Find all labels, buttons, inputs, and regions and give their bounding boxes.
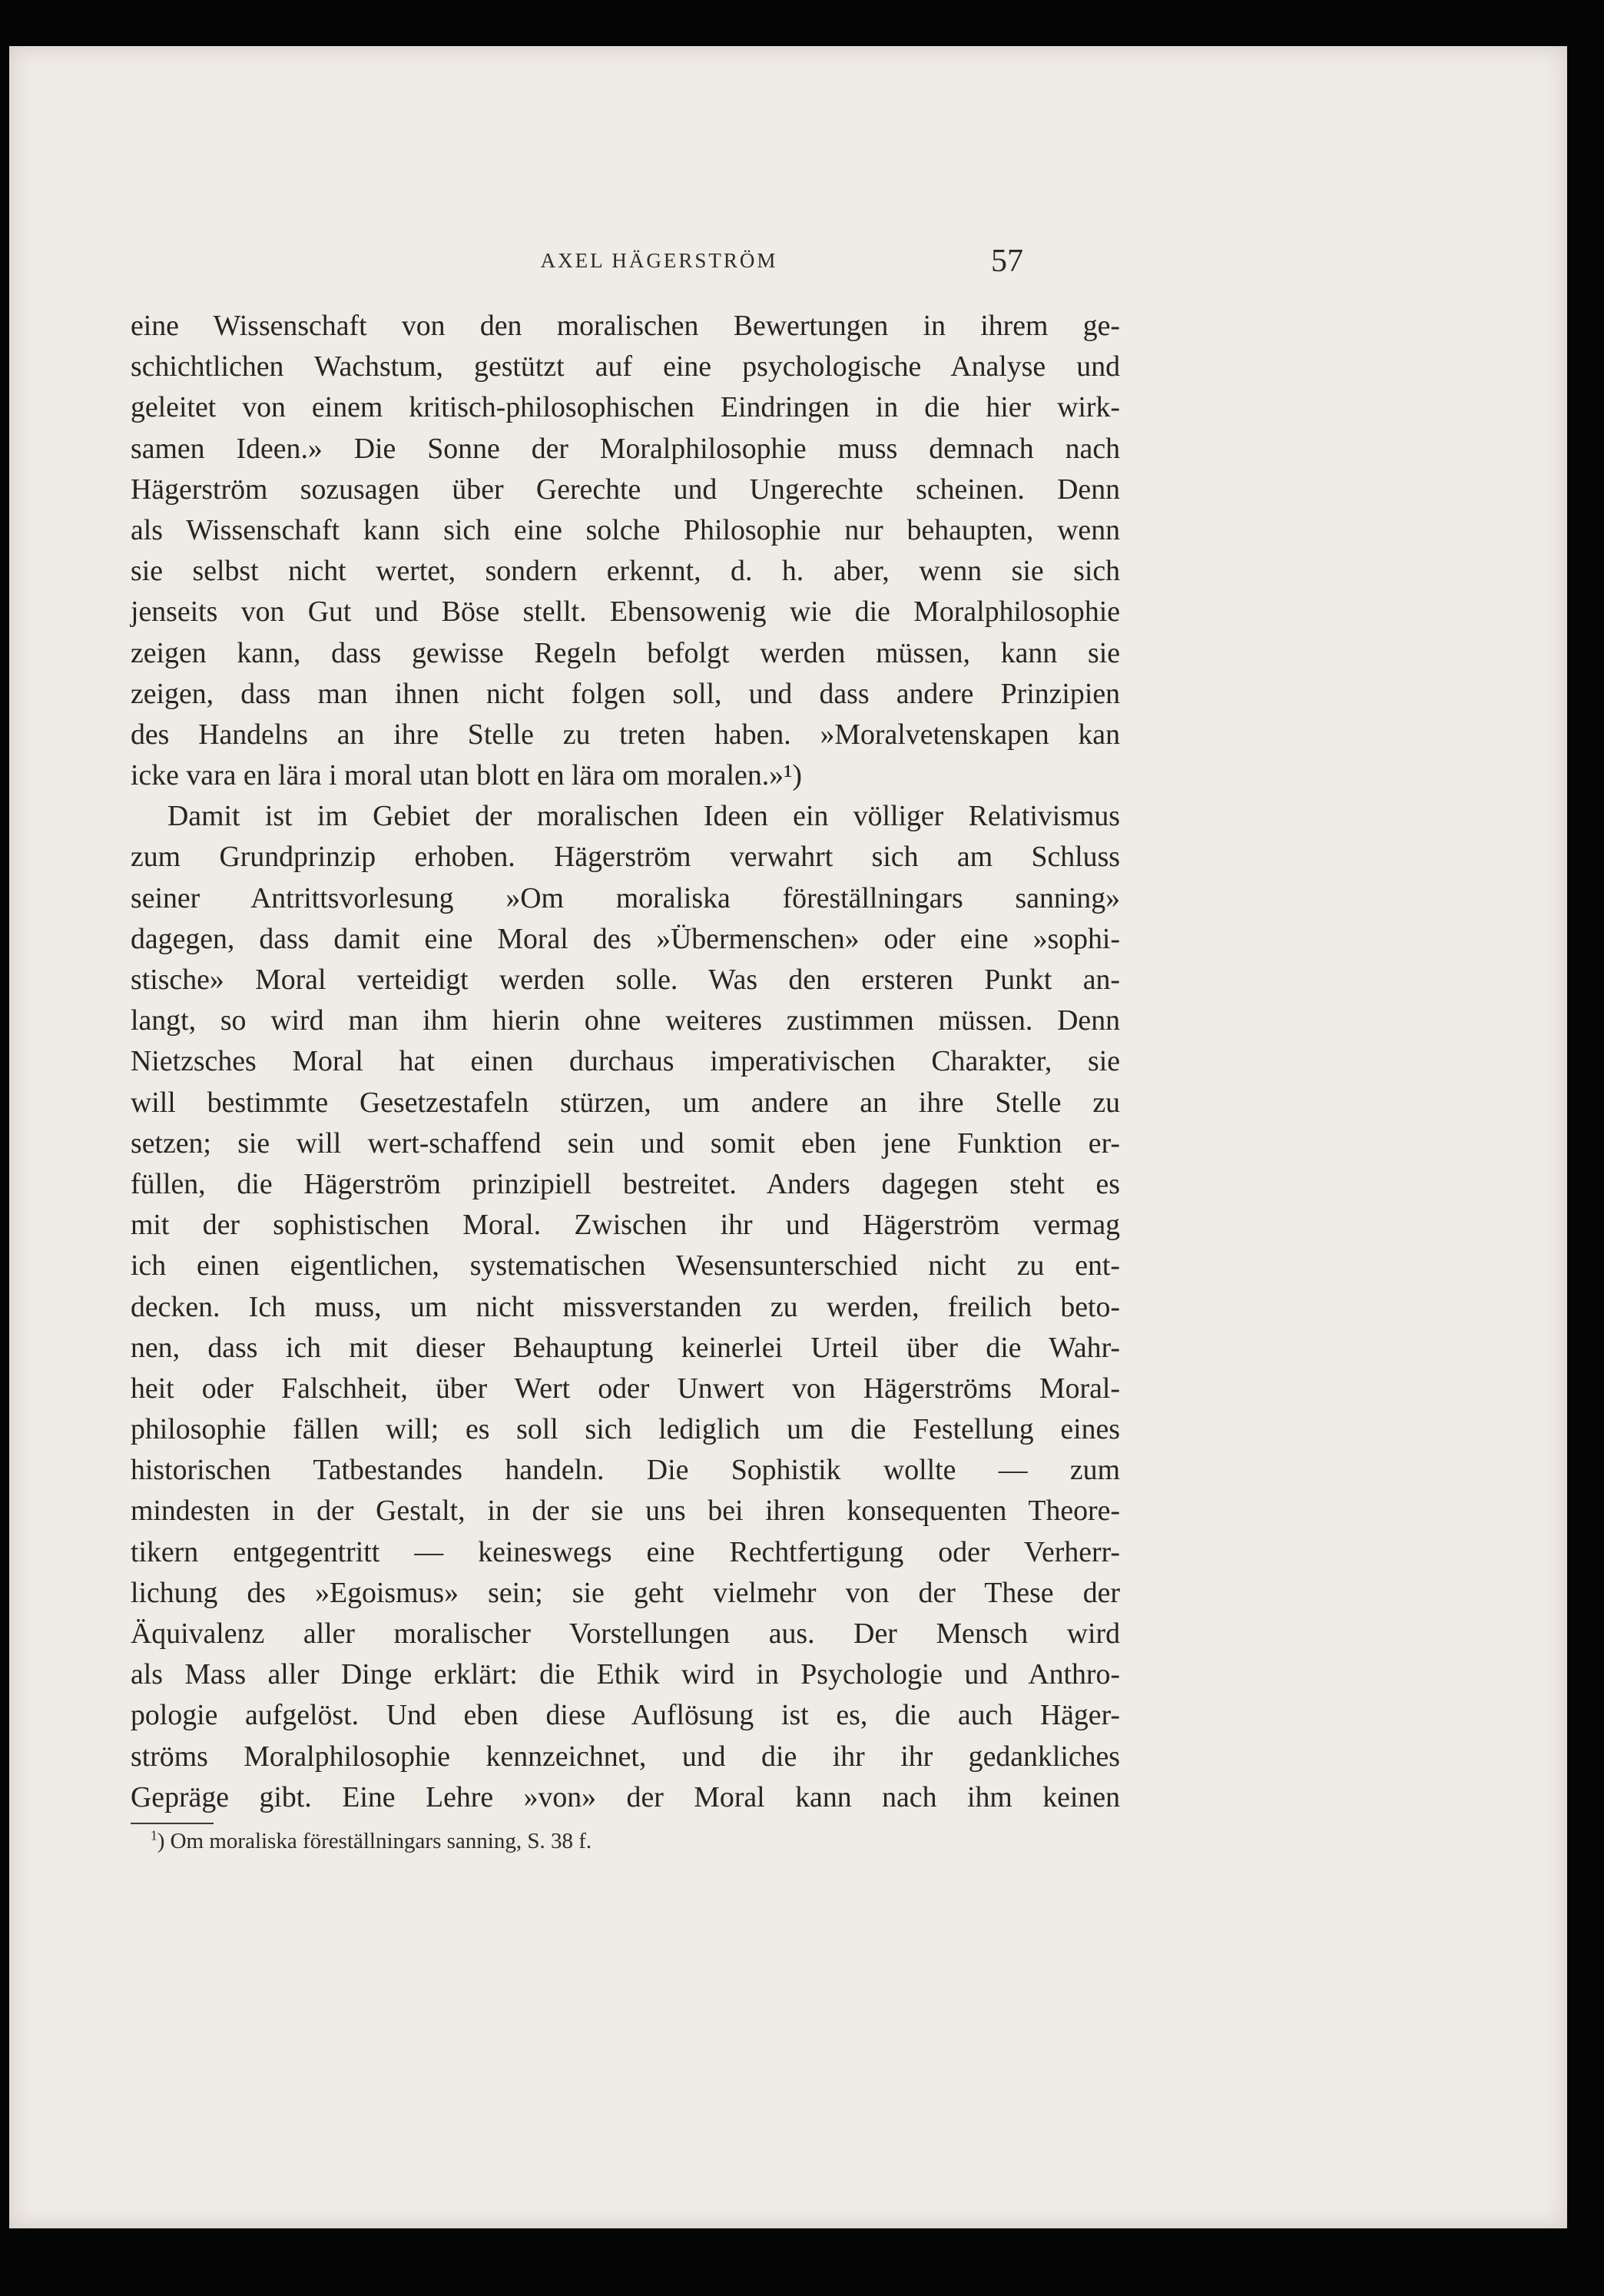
text-line: des Handelns an ihre Stelle zu treten haben. »Moralvetenskapen kan [131, 718, 1120, 751]
text-line: geleitet von einem kritisch-philosophischen Eindringen in die hier wirk- [131, 391, 1120, 424]
text-line: mindesten in der Gestalt, in der sie uns bei ihren konsequenten Theore- [131, 1495, 1120, 1528]
text-line: als Wissenschaft kann sich eine solche Philosophie nur behaupten, wenn [131, 513, 1120, 546]
text-line: zeigen kann, dass gewisse Regeln befolgt werden müssen, kann sie [131, 636, 1120, 669]
footnote-text: ) Om moraliska föreställningars sanning, S. 38 f. [157, 1829, 592, 1853]
text-line: will bestimmte Gesetzestafeln stürzen, um andere an ihre Stelle zu [131, 1086, 1120, 1119]
text-line: langt, so wird man ihm hierin ohne weiteres zustimmen müssen. Denn [131, 1004, 1120, 1037]
text-line: decken. Ich muss, um nicht missverstanden zu werden, freilich beto- [131, 1290, 1120, 1323]
running-title: AXEL HÄGERSTRÖM [540, 249, 778, 272]
footnote-rule [131, 1823, 214, 1824]
text-line: lichung des »Egoismus» sein; sie geht vielmehr von der These der [131, 1576, 1120, 1609]
text-line: Gepräge gibt. Eine Lehre »von» der Moral kann nach ihm keinen [131, 1780, 1120, 1813]
text-line: jenseits von Gut und Böse stellt. Ebensowenig wie die Moralphilosophie [131, 596, 1120, 629]
text-line: philosophie fällen will; es soll sich lediglich um die Festellung eines [131, 1413, 1120, 1446]
body-text [131, 306, 1120, 1818]
text-line: füllen, die Hägerström prinzipiell bestreitet. Anders dagegen steht es [131, 1167, 1120, 1200]
text-line: eine Wissenschaft von den moralischen Bewertungen in ihrem ge- [131, 310, 1120, 342]
text-line: ich einen eigentlichen, systematischen Wesensunterschied nicht zu ent- [131, 1249, 1120, 1282]
text-line: heit oder Falschheit, über Wert oder Unwert von Hägerströms Moral- [131, 1372, 1120, 1405]
text-line: historischen Tatbestandes handeln. Die Sophistik wollte — zum [131, 1454, 1120, 1487]
running-header [459, 243, 1060, 289]
footnote [151, 1829, 592, 1854]
text-line: Hägerström sozusagen über Gerechte und Ungerechte scheinen. Denn [131, 473, 1120, 506]
text-line: nen, dass ich mit dieser Behauptung keinerlei Urteil über die Wahr- [131, 1331, 1120, 1364]
text-line: mit der sophistischen Moral. Zwischen ihr und Hägerström vermag [131, 1209, 1120, 1242]
text-line: icke vara en lära i moral utan blott en lära om moralen.»¹) [131, 759, 802, 792]
text-line: zeigen, dass man ihnen nicht folgen soll, und dass andere Prinzipien [131, 677, 1120, 710]
text-line: zum Grundprinzip erhoben. Hägerström verwahrt sich am Schluss [131, 841, 1120, 874]
text-line: ströms Moralphilosophie kennzeichnet, und die ihr ihr gedankliches [131, 1740, 1120, 1773]
text-line: schichtlichen Wachstum, gestützt auf eine psychologische Analyse und [131, 350, 1120, 383]
footnote-mark: 1 [151, 1827, 157, 1843]
text-line: Damit ist im Gebiet der moralischen Ideen ein völliger Relativismus [167, 800, 1120, 833]
text-line: Nietzsches Moral hat einen durchaus imperativischen Charakter, sie [131, 1045, 1120, 1078]
text-line: setzen; sie will wert-schaffend sein und somit eben jene Funktion er- [131, 1126, 1120, 1160]
text-line: samen Ideen.» Die Sonne der Moralphilosophie muss demnach nach [131, 432, 1120, 465]
text-line: stische» Moral verteidigt werden solle. Was den ersteren Punkt an- [131, 964, 1120, 996]
page-number: 57 [991, 244, 1023, 279]
text-line: Äquivalenz aller moralischer Vorstellungen aus. Der Mensch wird [131, 1617, 1120, 1650]
text-line: dagegen, dass damit eine Moral des »Übermenschen» oder eine »sophi- [131, 922, 1120, 955]
text-line: tikern entgegentritt — keineswegs eine Rechtfertigung oder Verherr- [131, 1535, 1120, 1568]
text-line: sie selbst nicht wertet, sondern erkennt, d. h. aber, wenn sie sich [131, 555, 1120, 588]
text-line: als Mass aller Dinge erklärt: die Ethik wird in Psychologie und Anthro- [131, 1658, 1120, 1691]
text-line: pologie aufgelöst. Und eben diese Auflösung ist es, die auch Häger- [131, 1699, 1120, 1732]
text-line: seiner Antrittsvorlesung »Om moraliska föreställningars sanning» [131, 881, 1120, 914]
